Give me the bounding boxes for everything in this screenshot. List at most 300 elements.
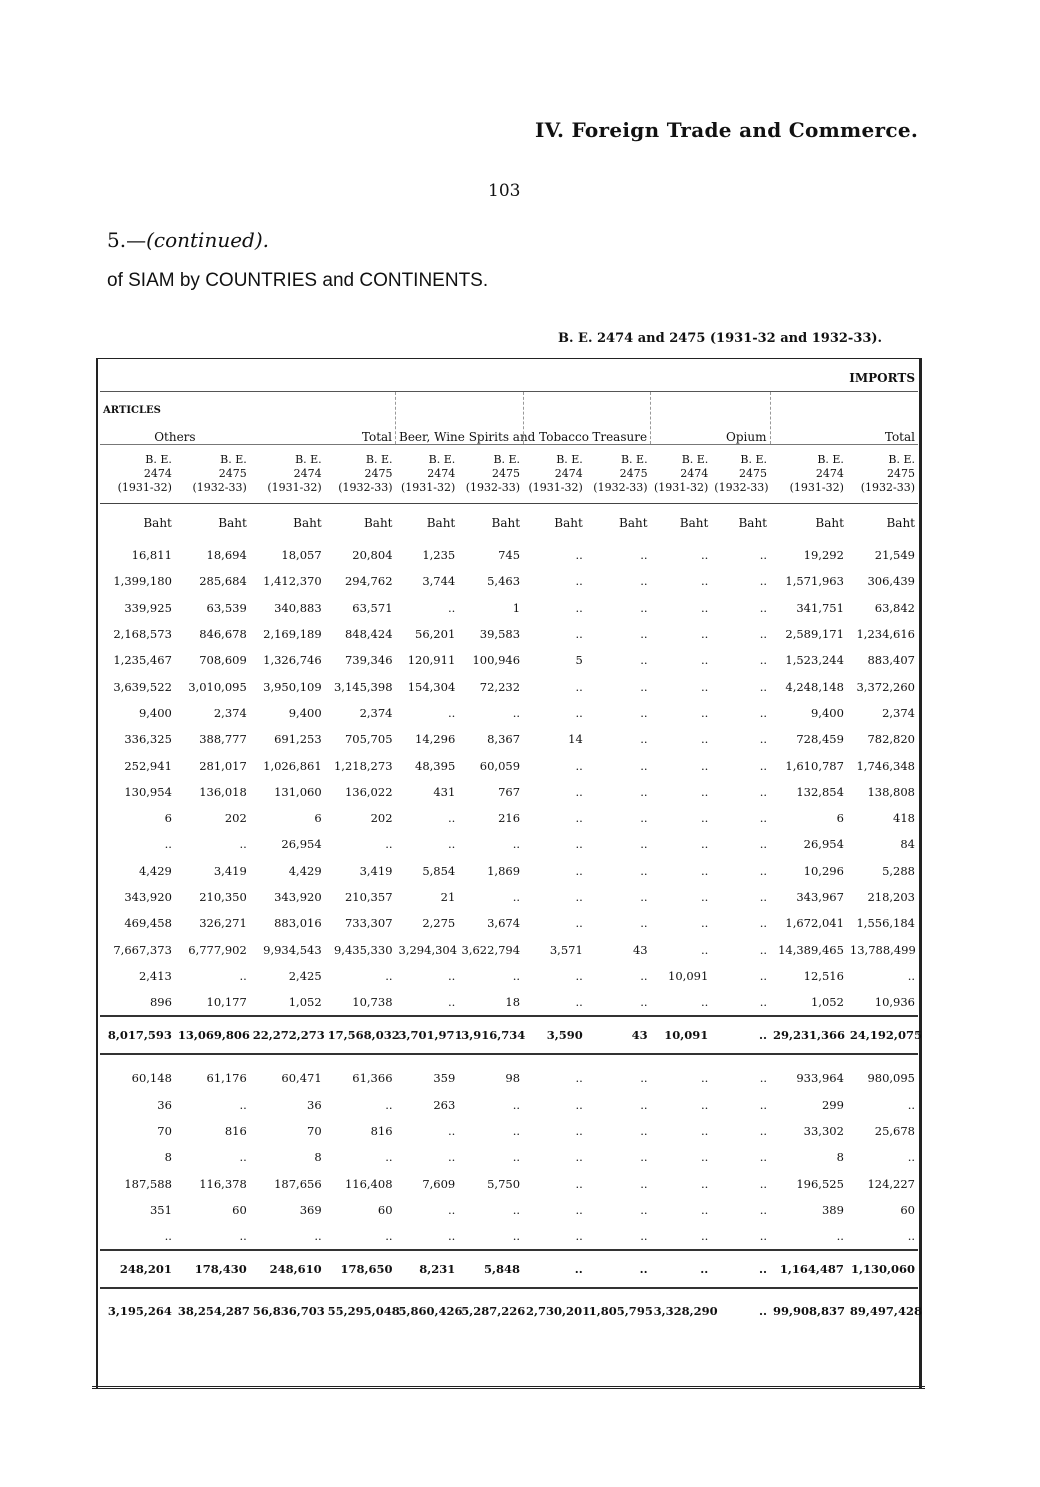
table-cell: 196,525 [796,1176,844,1191]
table-cell: .. [700,1071,709,1086]
table-cell: 848,424 [344,627,393,642]
spacer-row [100,1054,918,1065]
table-cell: 19,292 [803,548,844,563]
table-row [100,884,918,910]
table-cell: 36 [157,1097,172,1112]
table-cell: 263 [433,1097,456,1112]
table-cell: 14,296 [415,732,456,747]
table-cell: 2,169,189 [263,627,322,642]
table-cell: 21 [440,890,456,904]
year-header-line: 2475 [739,467,767,480]
year-header-line: (1932-33) [465,481,521,494]
table-cell: .. [759,679,767,694]
table-cell: 56,201 [415,627,456,642]
table-cell: .. [759,1150,767,1165]
table-cell: .. [239,1229,247,1244]
table-cell: .. [759,600,767,615]
table-cell: 1,746,348 [856,758,915,773]
table-cell: .. [447,1202,456,1217]
table-cell: 705,705 [344,732,393,747]
table-cell: .. [575,995,583,1010]
year-header-line: (1932-33) [593,481,648,494]
year-header-line: B. E. [817,453,844,466]
table-row [100,673,918,699]
table-row [100,1092,918,1118]
table-cell: 3,744 [422,574,456,589]
table-cell: 9,400 [288,705,322,720]
table-cell: .. [759,837,767,852]
table-cell: 1,523,244 [785,653,844,668]
table-cell: 26,954 [281,837,322,852]
table-cell: 131,060 [274,784,322,799]
table-cell: .. [640,1150,648,1165]
unit-label: Baht [143,516,172,530]
table-cell: .. [640,627,648,642]
table-cell: 33,302 [803,1124,844,1139]
table-cell: 38,254,287 [175,1288,250,1333]
unit-label: Baht [815,516,844,530]
table-cell: 2,374 [213,705,247,720]
table-cell: 36 [307,1097,322,1112]
table-cell: .. [512,968,521,983]
group-beer-wine-spirits-tobacco: Beer, Wine Spirits and Tobacco [396,392,524,445]
table-cell: 5,854 [422,863,456,878]
table-cell: .. [447,811,456,826]
table-cell: 14,389,465 [778,942,844,957]
year-header-line: 2474 [815,467,844,480]
table-cell: .. [575,811,583,826]
table-cell: 24,192,075 [847,1016,918,1054]
table-cell: .. [700,653,709,668]
table-row [100,858,918,884]
table-cell: .. [523,1250,586,1288]
table-cell: .. [512,1097,521,1112]
table-cell: 124,227 [867,1176,915,1191]
table-cell: 6,777,902 [188,942,247,957]
unit-label: Baht [886,516,915,530]
table-cell: 2,374 [882,705,915,720]
table-cell: .. [640,890,648,904]
table-cell: .. [575,837,583,852]
table-cell: .. [512,1229,521,1244]
year-header-line: 2474 [293,467,322,480]
table-cell: 1,399,180 [113,574,172,589]
table-cell: 1,326,746 [263,653,322,668]
table-cell: .. [385,1229,393,1244]
table-cell: 343,920 [274,890,322,904]
table-cell: .. [759,1176,767,1191]
table-cell: .. [700,1097,709,1112]
table-cell: .. [700,705,709,720]
table-cell: 9,435,330 [333,942,393,957]
table-cell: 2,589,171 [785,627,844,642]
table-cell: 341,751 [796,600,844,615]
table-row [100,1144,918,1170]
table-cell: 5,750 [487,1176,521,1191]
table-cell: .. [512,1150,521,1165]
table-cell: 281,017 [199,758,247,773]
table-cell: 343,920 [124,890,172,904]
table-cell: 39,583 [479,627,521,642]
table-cell: .. [640,705,648,720]
table-row [100,621,918,647]
table-cell: 18 [505,995,521,1010]
table-cell: 359 [433,1071,456,1086]
table-cell: .. [239,1097,247,1112]
table-cell: .. [575,916,583,931]
table-cell: 116,408 [344,1176,393,1191]
table-cell: 2,425 [288,968,322,983]
table-cell: 8 [836,1150,844,1165]
unit-label: Baht [426,516,456,530]
table-cell: 55,295,048 [325,1288,396,1333]
unit-label: Baht [619,516,648,530]
table-cell: .. [759,811,767,826]
year-header-line: B. E. [556,453,583,466]
table-cell: 138,808 [867,784,915,799]
table-cell: 10,091 [651,1016,712,1054]
table-cell: 1,235 [422,548,456,563]
table-cell: 5,848 [458,1250,523,1288]
table-cell: 3,294,304 [398,942,458,957]
table-cell: .. [700,758,709,773]
table-cell: .. [759,627,767,642]
table-cell: .. [640,995,648,1010]
table-cell: 60 [232,1202,247,1217]
table-cell: 18,057 [281,548,322,563]
table-cell: .. [512,1124,521,1139]
table-cell: 9,400 [810,705,844,720]
subtotal-row [100,1250,918,1288]
table-cell: 739,346 [344,653,393,668]
table-cell: 1,052 [288,995,322,1010]
table-cell: 70 [157,1124,172,1139]
table-cell: 70 [307,1124,322,1139]
table-cell: 418 [893,811,915,826]
table-number: 5.— [107,228,147,252]
table-cell: .. [575,968,583,983]
table-cell: 14 [568,732,583,747]
table-cell: .. [700,863,709,878]
table-cell: 8,231 [396,1250,459,1288]
table-cell: .. [700,1124,709,1139]
year-header-line: B. E. [220,453,247,466]
table-cell: .. [640,548,648,563]
table-cell: 202 [370,811,393,826]
table-cell: 8 [314,1150,322,1165]
table-row [100,700,918,726]
table-cell: 389 [821,1202,844,1217]
unit-label: Baht [738,516,767,530]
table-cell: 3,328,290 [651,1288,712,1333]
table-cell: 2,730,201 [523,1288,586,1333]
table-cell: .. [759,968,767,983]
table-cell: 1,218,273 [333,758,393,773]
table-row [100,726,918,752]
table-cell: 43 [632,942,648,957]
table-cell: 187,656 [274,1176,322,1191]
year-header-line: 2474 [427,467,456,480]
table-cell: .. [447,600,456,615]
table-cell: .. [239,837,247,852]
table-cell: 1,869 [487,863,521,878]
table-cell: .. [575,1124,583,1139]
table-cell: 60 [377,1202,393,1217]
table-cell: 6 [314,811,322,826]
table-cell: .. [907,1097,915,1112]
table-cell: 782,820 [867,732,915,747]
group-others [100,392,250,445]
table-cell: .. [447,1124,456,1139]
table-cell: 7,609 [422,1176,456,1191]
table-cell: 1,805,795 [586,1288,651,1333]
table-cell: .. [700,942,709,957]
table-cell: .. [640,1071,648,1086]
year-header-line: (1932-33) [860,481,915,494]
table-row [100,595,918,621]
table-cell: .. [586,1250,651,1288]
year-header-line: (1931-32) [528,481,583,494]
table-cell: .. [759,653,767,668]
table-cell: .. [447,1229,456,1244]
page-number: 103 [488,181,521,201]
table-cell: .. [759,732,767,747]
table-cell: .. [711,1016,770,1054]
table-cell: 120,911 [407,653,456,668]
year-header-line: 2475 [619,467,648,480]
table-cell: .. [700,837,709,852]
table-cell: .. [447,995,456,1010]
table-cell: 13,788,499 [849,942,916,957]
table-cell: 388,777 [199,732,247,747]
table-cell: .. [907,968,915,983]
table-cell: 883,016 [274,916,322,931]
table-row [100,805,918,831]
table-row [100,1197,918,1223]
table-cell: 816 [370,1124,393,1139]
table-cell: 3,010,095 [188,679,247,694]
table-cell: 10,296 [803,863,844,878]
table-cell: .. [759,995,767,1010]
table-cell: .. [700,784,709,799]
table-cell: 5,860,426 [396,1288,459,1333]
table-cell: .. [640,653,648,668]
table-cell: 99,908,837 [770,1288,847,1333]
table-cell: .. [759,548,767,563]
table-cell: 3,195,264 [100,1288,175,1333]
table-cell: 933,964 [796,1071,844,1086]
year-header-line: 2475 [218,467,247,480]
table-cell: .. [575,1176,583,1191]
year-header-line: (1931-32) [267,481,322,494]
table-row [100,989,918,1016]
table-cell: 89,497,428 [847,1288,918,1333]
table-cell: .. [759,1124,767,1139]
table-row [100,910,918,936]
table-cell: 336,325 [124,732,172,747]
year-header [250,445,325,504]
unit-label: Baht [218,516,247,530]
table-cell: .. [759,863,767,878]
table-cell: 98 [505,1071,521,1086]
table-cell: 252,941 [124,758,172,773]
table-cell: .. [640,1124,648,1139]
table-cell: .. [447,1150,456,1165]
table-row [100,647,918,673]
table-cell: .. [700,600,709,615]
year-header [396,445,459,504]
table-cell: .. [640,758,648,773]
table-cell: .. [759,1229,767,1244]
table-cell: 1,610,787 [785,758,844,773]
group-others-label: Others [154,430,196,444]
table-cell: 3,571 [549,942,583,957]
year-header-line: (1932-33) [338,481,393,494]
year-header-line: B. E. [145,453,172,466]
table-cell: 285,684 [199,574,247,589]
table-row [100,568,918,594]
table-cell: .. [640,1202,648,1217]
table-cell: .. [640,1229,648,1244]
table-cell: 3,145,398 [333,679,393,694]
table-cell: .. [575,1229,583,1244]
table-cell: .. [575,705,583,720]
table-cell: 5,287,226 [458,1288,523,1333]
table-cell: .. [385,837,393,852]
table-cell: .. [700,574,709,589]
table-cell: 980,095 [867,1071,915,1086]
table-cell: 10,091 [668,968,709,983]
table-cell: 248,201 [100,1250,175,1288]
table-cell: .. [575,784,583,799]
year-header-line: (1931-32) [789,481,844,494]
year-header [523,445,586,504]
table-cell: .. [575,1202,583,1217]
table-row [100,963,918,989]
table-cell: 1,234,616 [856,627,915,642]
table-cell: .. [640,837,648,852]
table-cell: .. [640,574,648,589]
year-header-line: 2475 [492,467,521,480]
table-cell: 4,429 [138,863,172,878]
table-cell: .. [385,1097,393,1112]
table-cell: 21,549 [874,548,915,563]
year-header [770,445,847,504]
table-cell: 2,168,573 [113,627,172,642]
table-cell: 136,018 [199,784,247,799]
table-cell: .. [640,732,648,747]
table-cell: .. [575,863,583,878]
table-cell: 1,052 [810,995,844,1010]
table-cell: 9,400 [138,705,172,720]
table-cell: 1,130,060 [847,1250,918,1288]
table-cell: .. [700,890,709,904]
year-header-line: 2474 [680,467,709,480]
table-cell: .. [512,837,521,852]
table-cell: .. [447,837,456,852]
table-cell: .. [651,1250,712,1288]
table-cell: 733,307 [344,916,393,931]
year-header-line: 2474 [143,467,172,480]
table-cell: 26,954 [803,837,844,852]
table-cell: 116,378 [199,1176,247,1191]
table-cell: 60,059 [479,758,521,773]
table-cell: .. [164,837,172,852]
table-cell: 18,694 [206,548,247,563]
unit-label: Baht [679,516,709,530]
subtotal-row [100,1016,918,1054]
table-cell: .. [759,1097,767,1112]
unit-label: Baht [293,516,322,530]
year-header-line: B. E. [493,453,521,466]
table-cell: 369 [299,1202,322,1217]
table-cell: 8 [164,1150,172,1165]
table-cell: .. [700,1150,709,1165]
table-cell: 210,350 [199,890,247,904]
table-cell: 351 [149,1202,172,1217]
table-row [100,542,918,568]
table-cell: 339,925 [124,600,172,615]
table-cell: .. [759,705,767,720]
year-header-line: (1932-33) [192,481,247,494]
table-cell: 63,539 [206,600,247,615]
table-cell: 5 [575,653,583,668]
table-cell: 72,232 [479,679,521,694]
table-cell: .. [575,758,583,773]
table-cell: 178,430 [175,1250,250,1288]
table-cell: 767 [498,784,521,799]
year-header-line: (1931-32) [117,481,172,494]
table-cell: 60,471 [281,1071,322,1086]
table-row [100,1171,918,1197]
table-cell: .. [700,1202,709,1217]
group-grand-total: Total [770,392,918,445]
table-cell: .. [640,1176,648,1191]
table-cell: 154,304 [407,679,456,694]
year-header-line: B. E. [620,453,648,466]
table-cell: .. [575,600,583,615]
table-cell: 3,622,794 [461,942,521,957]
table-cell: 3,674 [487,916,521,931]
table-cell: 20,804 [352,548,393,563]
table-cell: 136,022 [344,784,393,799]
imports-table [100,365,922,1333]
year-header [175,445,250,504]
table-cell: 846,678 [199,627,247,642]
table-cell: .. [759,758,767,773]
table-cell: 60,148 [131,1071,172,1086]
table-cell: 2,374 [359,705,393,720]
table-cell: 10,177 [206,995,247,1010]
table-cell: 218,203 [867,890,915,904]
table-row [100,831,918,857]
table-cell: 84 [900,837,915,852]
table-cell: 56,836,703 [250,1288,325,1333]
table-cell: .. [700,548,709,563]
table-cell: 43 [586,1016,651,1054]
table-subtitle: of SIAM by COUNTRIES and CONTINENTS. [107,270,489,291]
year-header [458,445,523,504]
table-cell: .. [700,1229,709,1244]
table-cell: .. [711,1250,770,1288]
table-cell: .. [512,1202,521,1217]
table-cell: 1 [512,600,521,615]
table-cell: 3,419 [359,863,393,878]
table-cell: 16,811 [131,548,172,563]
table-cell: 5,463 [487,574,521,589]
table-cell: .. [512,705,521,720]
table-cell: 340,883 [274,600,322,615]
